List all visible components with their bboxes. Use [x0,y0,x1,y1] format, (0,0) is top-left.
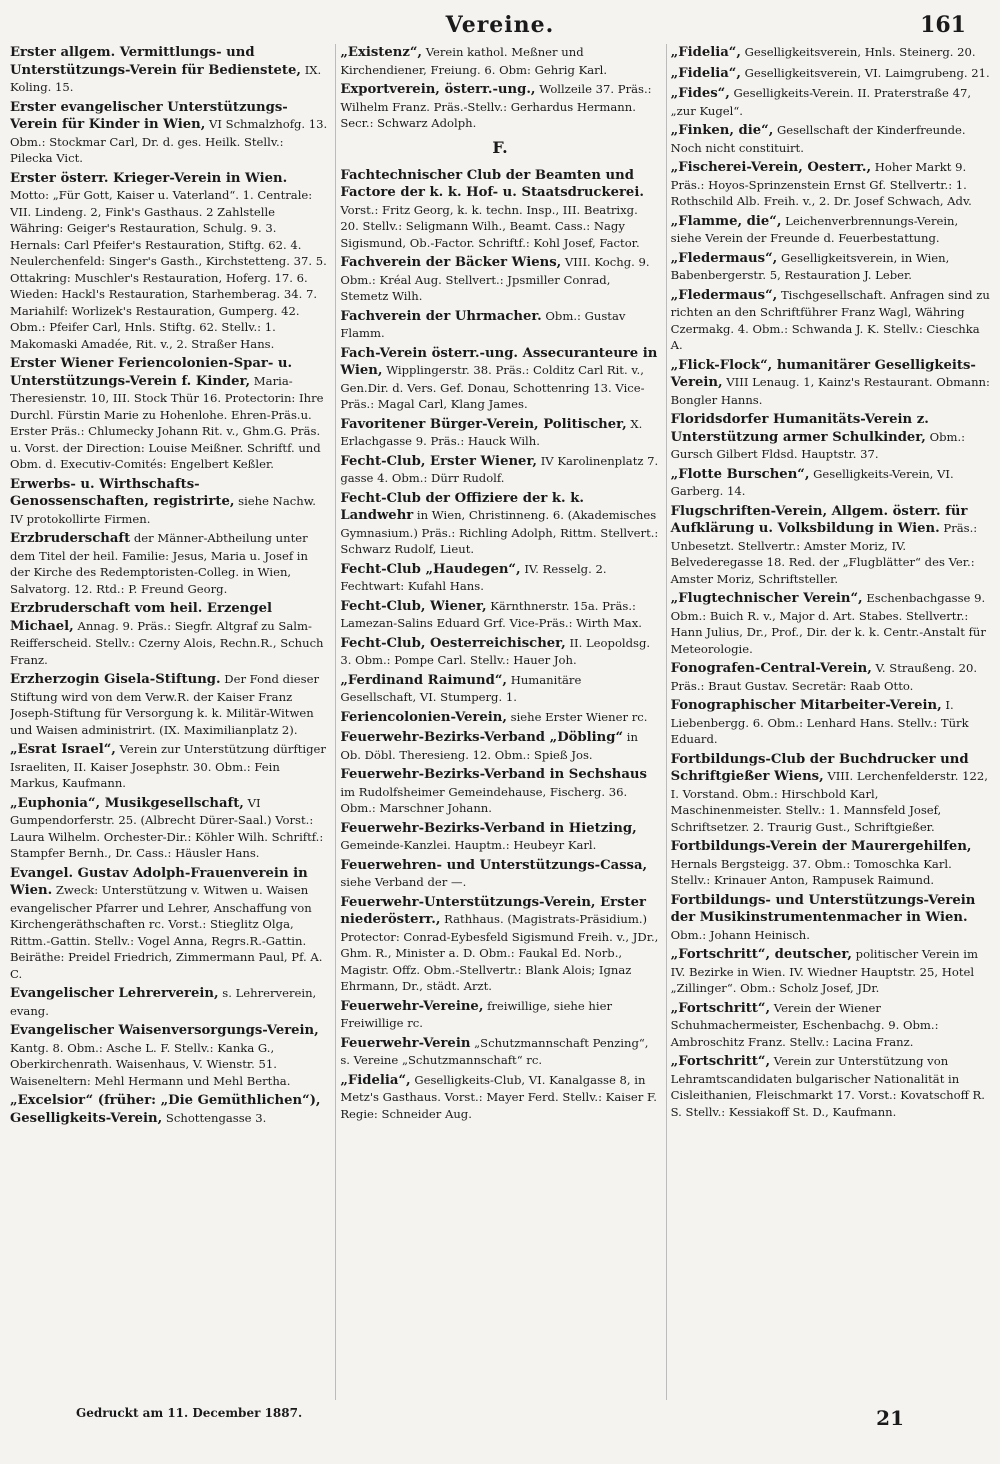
directory-entry [671,122,990,156]
entry-body: V. Straußeng. 20. Präs.: Braut Gustav. Secretär: Raab Otto. [670,661,978,693]
entry-heading: Erster österr. Krieger-Verein in Wien. [10,170,288,186]
entry-body: Schottengasse 3. [165,1110,267,1125]
entry-heading: Evangelischer Waisenversorgungs-Verein, [10,1023,319,1038]
entry-heading: Fecht-Club, Oesterreichischer, [340,635,566,651]
entry-heading: Feuerwehr-Bezirks-Verband „Döbling“ [340,730,624,745]
entry-heading: Erzherzogin Gisela-Stiftung. [10,672,221,687]
directory-entry [671,411,990,463]
directory-entry [671,1053,990,1120]
directory-entry [671,250,990,284]
entry-heading: „Flotte Burschen“, [670,466,810,482]
directory-entry [10,1092,329,1127]
entry-body: Verein der Wiener Schuhmachermeister, Eschenbachg. 9. Obm.: Ambroschitz Franz. Stellv.: Lacina Franz. [670,1000,939,1049]
entry-body: politischer Verein im IV. Bezirke in Wien. IV. Wiedner Hauptstr. 25, Hotel „Zillinger“. Obm.: Scholz Josef, JDr. [670,947,978,995]
directory-entry [10,985,329,1019]
directory-entry [10,600,329,668]
entry-body: s. Lehrerverein, evang. [10,986,317,1018]
entry-body: VI Gumpendorferstr. 25. (Albrecht Dürer-Saal.) Vorst.: Laura Wilhelm. Orchester-Dir.: Köhler Wilh. Schriftf.: Stampfer Bernh., Dr. Cass.: Häusler Hans. [10,795,324,860]
entry-heading: Feuerwehr-Bezirks-Verband in Sechshaus [340,767,647,782]
column-right [666,44,990,1400]
entry-heading: „Flick-Flock“, humanitärer Geselligkeits-Verein, [670,357,976,390]
entry-heading: Fach-Verein österr.-ung. Assecuranteure in Wien, [340,345,658,378]
entry-body: Vorst.: Fritz Georg, k. k. techn. Insp., III. Beatrixg. 20. Stellv.: Seligmann Wilh., Beamt. Cass.: Nagy Sigismund, Ob.-Factor. Schriftf.: Kohl Josef, Factor. [340,202,640,250]
entry-body: „Schutzmannschaft Penzing“, s. Vereine „Schutzmannschaft“ rc. [340,1035,649,1067]
entry-body: Tischgesellschaft. Anfragen sind zu richten an den Schriftführer Franz Wagl, Währing Czermakg. 4. Obm.: Schwanda J. K. Stellv.: Cieschka A. [670,287,990,352]
entry-body: im Rudolfsheimer Gemeindehause, Fischerg. 36. Obm.: Marschner Johann. [340,784,628,815]
entry-body: IV Karolinenplatz 7. gasse 4. Obm.: Dürr Rudolf. [340,453,659,485]
directory-entry [671,751,990,836]
entry-heading: Feuerwehr-Vereine, [340,998,484,1014]
directory-entry [340,729,659,763]
entry-body: II. Leopoldsg. 3. Obm.: Pompe Carl. Stellv.: Hauer Joh. [340,635,651,667]
entry-heading: Feuerwehr-Verein [340,1035,471,1051]
entry-body: siehe Verband der —. [340,875,467,889]
directory-entry [340,1072,659,1123]
entry-body: Obm.: Johann Heinisch. [670,927,810,942]
entry-heading: „Excelsior“ (früher: „Die Gemüthlichen“), Geselligkeits-Verein, [10,1093,321,1126]
entry-heading: Fecht-Club, Erster Wiener, [340,453,538,469]
entry-heading: „Finken, die“, [670,123,774,138]
page-number: 161 [920,12,966,38]
entry-body: der Männer-Abtheilung unter dem Titel der heil. Familie: Jesus, Maria u. Josef in der Kirche des Redemptoristen-Colleg. in Wien, Salvatorg. 12. Rtd.: P. Freund Georg. [10,531,308,596]
entry-body: Rathhaus. (Magistrats-Präsidium.) Protector: Conrad-Eybesfeld Sigismund Freih. v., JDr., Ghm. R., Minister a. D. Obm.: Faukal Ed. Norb., Magistr. Offz. Obm.-Stellvertr.: Blank Alois; Ignaz Ehrmann, Dr., städt. Arzt. [340,912,659,993]
directory-entry [340,490,659,558]
directory-entry [340,254,659,305]
directory-entry [10,671,329,738]
entry-heading: Exportverein, österr.-ung., [340,82,536,97]
directory-entry [10,530,329,597]
column-middle [335,44,659,1400]
entry-heading: „Fortschritt“, deutscher, [670,947,852,962]
directory-entry [340,766,659,817]
entry-body: Obm.: Gursch Gilbert Fldsd. Hauptstr. 37. [670,429,966,461]
entry-heading: Evangel. Gustav Adolph-Frauenverein in Wien. [10,865,308,898]
entry-heading: „Fides“, [670,86,730,101]
entry-body: Humanitäre Gesellschaft, VI. Stumperg. 1. [340,672,582,704]
directory-entry [671,503,990,588]
entry-body: Verein kathol. Meßner und Kirchendiener, Freiung. 6. Obm: Gehrig Karl. [340,45,608,77]
entry-heading: Evangelischer Lehrerverein, [10,986,219,1001]
directory-entry [671,287,990,354]
entry-heading: Favoritener Bürger-Verein, Politischer, [340,416,627,432]
entry-heading: „Fortschritt“, [670,1054,771,1069]
entry-heading: Fortbildungs-Club der Buchdrucker und Schriftgießer Wiens, [670,751,969,784]
entry-body: I. Liebenbergg. 6. Obm.: Lenhard Hans. Stellv.: Türk Eduard. [670,698,969,746]
entry-heading: „Flugtechnischer Verein“, [670,591,863,606]
directory-entry [340,857,659,891]
entry-heading: „Fledermaus“, [670,287,778,303]
entry-heading: Erwerbs- u. Wirthschafts-Genossenschaften, registrirte, [10,476,235,509]
directory-entry [671,1000,990,1051]
print-date: Gedruckt am 11. December 1887. [76,1406,303,1420]
entry-heading: Fecht-Club, Wiener, [340,598,487,614]
entry-body: Maria-Theresienstr. 10, III. Stock Thür 16. Protectorin: Ihre Durchl. Fürstin Marie zu Hohenlohe. Ehren-Präs.u. Erster Präs.: Chlumecky Johann Rit. v., Ghm.G. Präs. u. Vorst. der Direction: Louise Meißner. Schriftf. und Obm. d. Executiv-Comités: Engelbert Keßler. [10,373,324,471]
text-columns [10,44,990,1400]
directory-entry [671,590,990,657]
page-header [0,10,1000,40]
entry-body: siehe Erster Wiener rc. [510,709,648,724]
directory-entry [671,697,990,748]
entry-heading: Erzbruderschaft vom heil. Erzengel Michael, [10,601,273,634]
entry-heading: „Fortschritt“, [670,1000,771,1016]
directory-entry [340,561,659,595]
directory-entry [340,998,659,1032]
entry-heading: Fecht-Club „Haudegen“, [340,561,521,577]
directory-entry [340,81,659,132]
directory-entry [340,635,659,669]
entry-heading: „Ferdinand Raimund“, [340,672,508,688]
entry-body: Geselligkeitsverein, in Wien, Babenbergerstr. 5, Restauration J. Leber. [670,250,950,282]
directory-entry [671,357,990,409]
directory-entry [671,466,990,500]
entry-body: Annag. 9. Präs.: Siegfr. Altgraf zu Salm-Reifferscheid. Stellv.: Czerny Alois, Rechn.R., Schuch Franz. [10,618,324,667]
directory-entry [340,598,659,632]
directory-entry [10,1022,329,1089]
entry-body: VIII Lenaug. 1, Kainz's Restaurant. Obmann: Bongler Hanns. [670,375,990,407]
entry-heading: Fachverein der Bäcker Wiens, [340,255,562,270]
directory-entry [340,1035,659,1069]
directory-entry [671,159,990,210]
entry-body: Geselligkeits-Verein, VI. Garberg. 14. [670,466,954,498]
directory-entry [671,946,990,997]
entry-body: Gemeinde-Kanzlei. Hauptm.: Heubeyr Karl. [340,838,597,852]
entry-heading: „Fidelia“, [340,1072,411,1088]
directory-entry [340,167,659,252]
directory-entry [10,741,329,792]
entry-body: Geselligkeits-Verein. II. Praterstraße 47, „zur Kugel“. [670,86,972,118]
entry-body: in Wien, Christinneng. 6. (Akademisches Gymnasium.) Präs.: Richling Adolph, Rittm. Stellvert.: Schwarz Rudolf, Lieut. [340,508,659,556]
directory-entry [340,308,659,342]
entry-body: Obm.: Gustav Flamm. [340,308,626,340]
entry-heading: „Flamme, die“, [670,213,782,229]
entry-body: Präs.: Unbesetzt. Stellvertr.: Amster Moriz, IV. Belvederegasse 18. Red. der „Flugblätter“ des Ver.: Amster Moriz, Schriftsteller. [670,521,978,586]
entry-body: Wipplingerstr. 38. Präs.: Colditz Carl Rit. v., Gen.Dir. d. Vers. Gef. Donau, Schottenring 13. Vice-Präs.: Magal Carl, Klang James. [340,363,645,411]
directory-entry [10,865,329,983]
entry-body: Wollzeile 37. Präs.: Wilhelm Franz. Präs.-Stellv.: Gerhardus Hermann. Secr.: Schwarz Adolph. [340,82,652,130]
directory-entry [671,892,990,944]
entry-heading: Fachverein der Uhrmacher. [340,308,542,324]
directory-entry [10,795,329,862]
entry-body: Eschenbachgasse 9. Obm.: Buich R. v., Major d. Art. Stabes. Stellvertr.: Hann Julius, Dr., Prof., Dir. der k. k. Centr.-Anstalt für Meteorologie. [670,591,986,656]
directory-entry [340,894,659,995]
entry-heading: Erzbruderschaft [10,531,131,546]
entry-body: VIII. Lerchenfelderstr. 122, I. Vorstand. Obm.: Hirschbold Karl, Maschinenmeister. Stellv.: 1. Mannsfeld Josef, Schriftsetzer. 2. Traurig Gust., Schriftgießer. [670,769,988,834]
column-left [10,44,329,1400]
entry-body: Leichenverbrennungs-Verein, siehe Verein der Freunde d. Feuerbestattung. [670,213,959,245]
directory-entry [340,453,659,487]
entry-heading: Feuerwehr-Unterstützungs-Verein, Erster niederösterr., [340,894,646,927]
entry-heading: „Existenz“, [340,45,422,60]
entry-body: freiwillige, siehe hier Freiwillige rc. [340,998,613,1030]
entry-body: Zweck: Unterstützung v. Witwen u. Waisen evangelischer Pfarrer und Lehrer, Anschaffung von Kirchengeräthschaften rc. Vorst.: Stieglitz Olga, Rittm.-Gattin. Stellv.: Vogel Anna, Regrs.R.-Gattin. Beiräthe: Preidel Friedrich, Zimmermann Paul, Pf. A. C. [10,883,323,981]
entry-body: Geselligkeitsverein, Hnls. Steinerg. 20. [744,45,976,59]
directory-entry [340,345,659,413]
entry-heading: Fecht-Club der Offiziere der k. k. Landwehr [340,490,584,523]
entry-body: siehe Nachw. IV protokollirte Firmen. [10,494,316,526]
entry-body: VI Schmalzhofg. 13. Obm.: Stockmar Carl, Dr. d. ges. Heilk. Stellv.: Pilecka Vict. [10,117,328,165]
directory-entry [340,709,659,727]
directory-entry [340,672,659,706]
entry-heading: „Euphonia“, Musikgesellschaft, [10,795,244,811]
entry-body: Hoher Markt 9. Präs.: Hoyos-Sprinzenstein Ernst Gf. Stellvertr.: 1. Rothschild Alb. Freih. v., 2. Dr. Josef Schwach, Adv. [670,160,972,208]
entry-body: IX. Koling. 15. [10,62,322,94]
entry-heading: Erster allgem. Vermittlungs- und Unterstützungs-Verein für Bedienstete, [10,45,301,78]
signature-number: 21 [876,1406,904,1430]
entry-heading: Feriencolonien-Verein, [340,709,507,725]
directory-entry [671,660,990,694]
directory-entry [10,476,329,528]
entry-heading: Feuerwehren- und Unterstützungs-Cassa, [340,857,648,873]
entry-heading: Erster evangelischer Unterstützungs-Verein für Kinder in Wien, [10,99,288,132]
entry-heading: Feuerwehr-Bezirks-Verband in Hietzing, [340,820,637,836]
directory-entry [340,820,659,854]
entry-heading: Flugschriften-Verein, Allgem. österr. für Aufklärung u. Volksbildung in Wien. [670,503,968,536]
directory-entry [10,99,329,167]
entry-heading: Fortbildungs-Verein der Maurergehilfen, [670,839,972,854]
entry-body: Geselligkeitsverein, VI. Laimgrubeng. 21. [744,65,990,80]
entry-heading: „Fidelia“, [670,45,741,60]
entry-body: VIII. Kochg. 9. Obm.: Kréal Aug. Stellvert.: Jpsmiller Conrad, Stemetz Wilh. [340,255,650,303]
entry-heading: Fachtechnischer Club der Beamten und Factore der k. k. Hof- u. Staatsdruckerei. [340,167,644,200]
entry-body: Geselligkeits-Club, VI. Kanalgasse 8, in Metz's Gasthaus. Vorst.: Mayer Ferd. Stellv.: Kaiser F. Regie: Schneider Aug. [340,1072,657,1121]
directory-entry [671,838,990,889]
directory-entry [671,85,990,119]
entry-heading: „Esrat Israel“, [10,742,116,757]
entry-body: Gesellschaft der Kinderfreunde. Noch nicht constituirt. [670,123,966,155]
entry-body: Kärnthnerstr. 15a. Präs.: Lamezan-Salins Eduard Grf. Vice-Präs.: Wirth Max. [340,598,642,630]
entry-body: in Ob. Döbl. Theresieng. 12. Obm.: Spieß Jos. [340,730,638,762]
entry-heading: Fonographischer Mitarbeiter-Verein, [670,698,942,713]
entry-body: Motto: „Für Gott, Kaiser u. Vaterland“. 1. Centrale: VII. Lindeng. 2, Fink's Gasthaus. 2 Zahlstelle Währing: Geiger's Restauration, Schulg. 9. 3. Hernals: Carl Pfeifer's Restauration, Stiftg. 62. 4. Neulerchenfeld: Singer's Gasth., Kirchstetteng. 37. 5. Ottakring: Muschler's Restauration, Hoferg. 17. 6. Wieden: Hackl's Restauration, Starhemberag. 34. 7. Mariahilf: Worlizek's Restauration, Gumperg. 42. Obm.: Pfeifer Carl, Hnls. Stiftg. 62. Stellv.: 1. Makomaski Amadée, Rit. v., 2. Straßer Hans. [10,188,327,351]
entry-heading: „Fischerei-Verein, Oesterr., [670,160,872,175]
directory-entry [671,213,990,247]
directory-entry [340,416,659,450]
entry-body: X. Erlachgasse 9. Präs.: Hauck Wilh. [340,416,643,448]
entry-heading: „Fledermaus“, [670,250,778,266]
entry-body: Hernals Bergsteigg. 37. Obm.: Tomoschka Karl. Stellv.: Krinauer Anton, Rampusek Raimund. [670,856,952,887]
entry-body: Verein zur Unterstützung dürftiger Israeliten, II. Kaiser Josephstr. 30. Obm.: Fein Markus, Kaufmann. [10,742,326,790]
directory-entry [10,355,329,473]
entry-heading: Fortbildungs- und Unterstützungs-Verein der Musikinstrumentenmacher in Wien. [670,892,976,925]
directory-entry [340,44,659,78]
directory-entry [10,170,329,353]
entry-heading: Floridsdorfer Humanitäts-Verein z. Unterstützung armer Schulkinder, [670,412,929,445]
entry-body: Der Fond dieser Stiftung wird von dem Verw.R. der Kaiser Franz Joseph-Stiftung für Versorgung k. k. Militär-Witwen und Waisen administrirt. (IX. Maximilianplatz 2). [10,672,319,737]
entry-heading: Fonografen-Central-Verein, [670,661,872,676]
entry-body: Verein zur Unterstützung von Lehramtscandidaten bulgarischer Nationalität in Cisleithanien, Fleischmarkt 17. Vorst.: Kovatschoff R. S. Stellv.: Kessiakoff St. D., Kaufmann. [670,1054,985,1119]
directory-entry [10,44,329,96]
page-title: Vereine. [445,12,555,38]
entry-body: IV. Resselg. 2. Fechtwart: Kufahl Hans. [340,561,607,593]
entry-body: Kantg. 8. Obm.: Asche L. F. Stellv.: Kanka G., Oberkirchenrath. Waisenhaus, V. Wienstr. 51. Waiseneltern: Mehl Hermann und Mehl Bertha. [10,1040,291,1088]
entry-heading: Erster Wiener Feriencolonien-Spar- u. Unterstützungs-Verein f. Kinder, [10,356,293,389]
directory-entry [671,44,990,62]
entry-heading: „Fidelia“, [670,65,741,81]
directory-entry [671,65,990,83]
section-letter: F. [492,137,508,157]
